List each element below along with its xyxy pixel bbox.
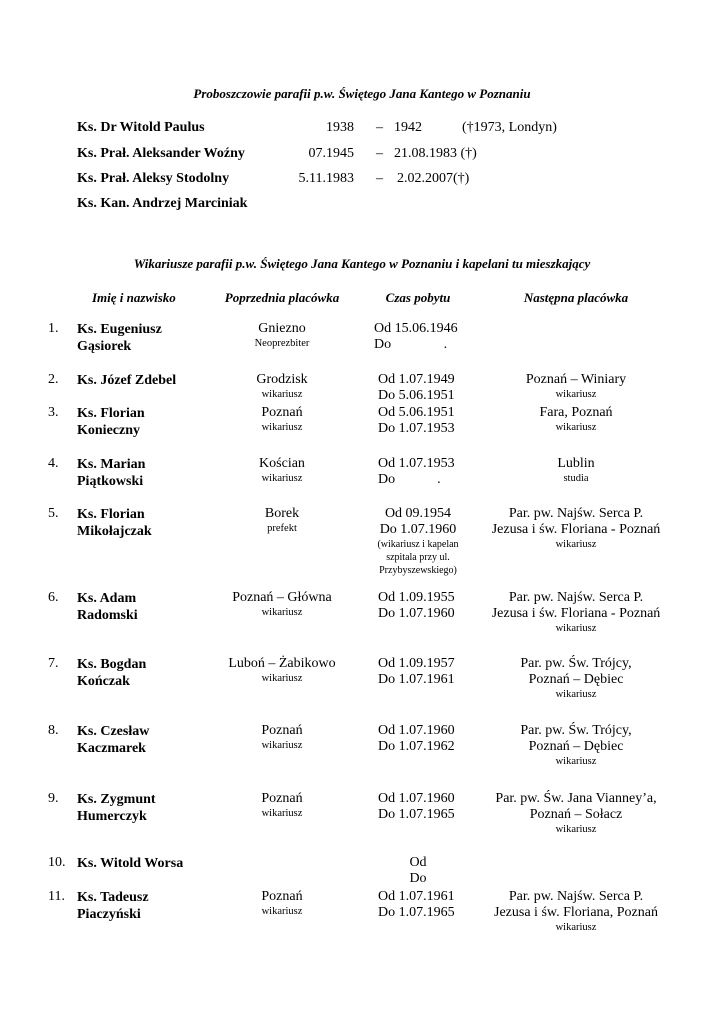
stay-period: Od 1.07.1960 Do 1.07.1965 — [378, 791, 455, 822]
vicar-name: Ks. Czesław Kaczmarek — [77, 724, 150, 756]
column-header-previous: Poprzednia placówka — [224, 290, 340, 305]
row-number: 5. — [48, 506, 59, 521]
row-number: 9. — [48, 791, 59, 806]
pastor-dash: – — [376, 171, 383, 186]
previous-post: Borek prefekt — [264, 506, 300, 534]
next-post: Par. pw. Najśw. Serca P. Jezusa i św. Floriana - Poznań wikariusz — [491, 590, 661, 634]
vicar-name: Ks. Józef Zdebel — [77, 373, 177, 388]
pastor-dash: – — [376, 146, 383, 161]
vicar-name: Ks. Florian Mikołajczak — [77, 507, 152, 539]
stay-period: Od 1.09.1955 Do 1.07.1960 — [378, 590, 455, 621]
stay-period: Od 09.1954 Do 1.07.1960 (wikariusz i kapelan szpitala przy ul. Przybyszewskiego) — [377, 506, 459, 576]
vicar-name: Ks. Eugeniusz Gąsiorek — [77, 322, 162, 354]
column-header-next: Następna placówka — [523, 290, 629, 305]
next-post: Par. pw. Najśw. Serca P. Jezusa i św. Floriana - Poznań wikariusz — [491, 506, 661, 550]
column-header-name: Imię i nazwisko — [92, 290, 176, 305]
vicar-name: Ks. Bogdan Kończak — [77, 657, 147, 689]
vicar-name: Ks. Zygmunt Humerczyk — [77, 792, 156, 824]
vicar-name: Ks. Adam Radomski — [77, 591, 138, 623]
row-number: 10. — [48, 855, 66, 870]
row-number: 11. — [48, 889, 65, 904]
row-number: 1. — [48, 321, 59, 336]
stay-period: Od 1.07.1961 Do 1.07.1965 — [378, 889, 455, 920]
stay-period: Od 15.06.1946 Do . — [374, 321, 458, 352]
pastor-name: Ks. Prał. Aleksy Stodolny — [77, 171, 230, 186]
pastor-dash: – — [376, 120, 383, 135]
vicar-name: Ks. Tadeusz Piaczyński — [77, 890, 149, 922]
stay-period: Od Do — [409, 855, 427, 886]
stay-period: Od 1.07.1953 Do . — [378, 456, 455, 487]
row-number: 6. — [48, 590, 59, 605]
row-number: 3. — [48, 405, 59, 420]
row-number: 4. — [48, 456, 59, 471]
pastor-name: Ks. Prał. Aleksander Woźny — [77, 146, 245, 161]
previous-post: Poznań – Główna wikariusz — [232, 590, 332, 618]
row-number: 8. — [48, 723, 59, 738]
previous-post: Poznań wikariusz — [261, 723, 303, 751]
next-post: Lublin studia — [557, 456, 595, 484]
previous-post: Grodzisk wikariusz — [256, 372, 308, 400]
stay-period: Od 1.07.1960 Do 1.07.1962 — [378, 723, 455, 754]
stay-period: Od 1.09.1957 Do 1.07.1961 — [378, 656, 455, 687]
vicar-name: Ks. Marian Piątkowski — [77, 457, 146, 489]
previous-post: Poznań wikariusz — [261, 405, 303, 433]
pastor-from: 5.11.1983 — [298, 171, 354, 186]
pastor-to: 2.02.2007(†) — [397, 171, 470, 186]
next-post: Par. pw. Najśw. Serca P. Jezusa i św. Floriana, Poznań wikariusz — [494, 889, 658, 933]
pastor-from: 07.1945 — [308, 146, 354, 161]
pastor-name: Ks. Kan. Andrzej Marciniak — [77, 196, 248, 211]
stay-period: Od 1.07.1949 Do 5.06.1951 — [378, 372, 455, 403]
pastor-from: 1938 — [326, 120, 354, 135]
previous-post: Gniezno Neoprezbiter — [254, 321, 310, 349]
next-post: Par. pw. Św. Jana Vianney’a, Poznań – Sołacz wikariusz — [495, 791, 657, 835]
stay-period: Od 5.06.1951 Do 1.07.1953 — [378, 405, 455, 436]
previous-post: Luboń – Żabikowo wikariusz — [228, 656, 336, 684]
next-post: Poznań – Winiary wikariusz — [525, 372, 627, 400]
previous-post: Kościan wikariusz — [259, 456, 305, 484]
next-post: Par. pw. Św. Trójcy, Poznań – Dębiec wikariusz — [520, 656, 632, 700]
row-number: 7. — [48, 656, 59, 671]
column-header-time: Czas pobytu — [385, 290, 451, 305]
previous-post: Poznań wikariusz — [261, 791, 303, 819]
previous-post: Poznań wikariusz — [261, 889, 303, 917]
pastor-to: 1942 — [394, 120, 422, 135]
pastors-title: Proboszczowie parafii p.w. Świętego Jana Kantego w Poznaniu — [193, 86, 531, 101]
next-post: Fara, Poznań wikariusz — [539, 405, 613, 433]
next-post: Par. pw. Św. Trójcy, Poznań – Dębiec wikariusz — [520, 723, 632, 767]
pastor-to: 21.08.1983 (†) — [394, 146, 477, 161]
row-number: 2. — [48, 372, 59, 387]
vicar-name: Ks. Florian Konieczny — [77, 406, 145, 438]
vicars-title: Wikariusze parafii p.w. Świętego Jana Kantego w Poznaniu i kapelani tu mieszkający — [133, 256, 591, 271]
vicar-name: Ks. Witold Worsa — [77, 856, 184, 871]
pastor-name: Ks. Dr Witold Paulus — [77, 120, 205, 135]
pastor-note: (†1973, Londyn) — [462, 120, 557, 135]
